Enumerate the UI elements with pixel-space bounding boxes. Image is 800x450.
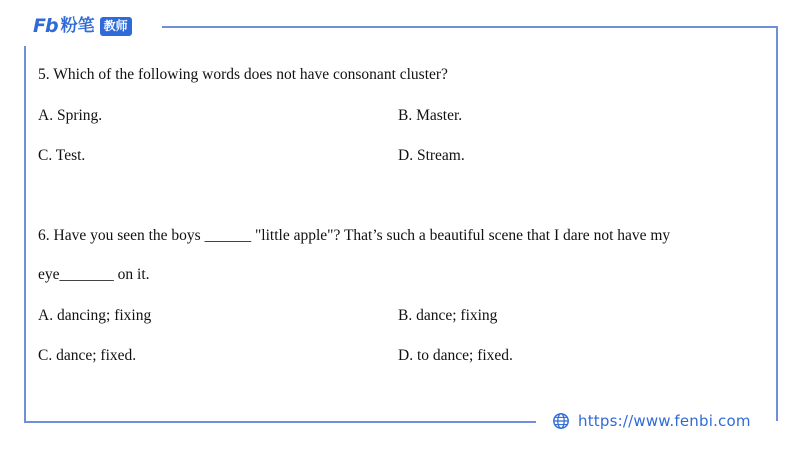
question-5-option-b: B. Master. xyxy=(398,107,463,124)
question-6-option-c: C. dance; fixed. xyxy=(38,347,137,364)
frame-bottom-line xyxy=(24,421,536,423)
question-6-stem-line-2: eye_______ on it. xyxy=(38,266,150,283)
logo-text: 粉笔 xyxy=(60,16,95,36)
question-5-stem: 5. Which of the following words does not have consonant cluster? xyxy=(38,66,448,83)
footer-url[interactable]: https://www.fenbi.com xyxy=(578,412,751,430)
question-6-option-a: A. dancing; fixing xyxy=(38,307,152,324)
fenbi-teacher-logo xyxy=(33,14,132,38)
question-5-option-a: A. Spring. xyxy=(38,107,103,124)
logo-badge: 教师 xyxy=(100,17,132,36)
question-6-option-b: B. dance; fixing xyxy=(398,307,498,324)
globe-icon xyxy=(552,412,570,430)
question-6-option-d: D. to dance; fixed. xyxy=(398,347,513,364)
frame-left-line xyxy=(24,46,26,423)
question-5-option-c: C. Test. xyxy=(38,147,86,164)
footer-website xyxy=(552,410,751,432)
frame-top-line xyxy=(162,26,778,28)
logo-mark: Fb xyxy=(33,15,58,37)
question-6-stem-line-1: 6. Have you seen the boys ______ "little apple"? That’s such a beautiful scene that I dare not have my xyxy=(38,227,671,244)
frame-right-line xyxy=(776,26,778,421)
question-5-option-d: D. Stream. xyxy=(398,147,465,164)
